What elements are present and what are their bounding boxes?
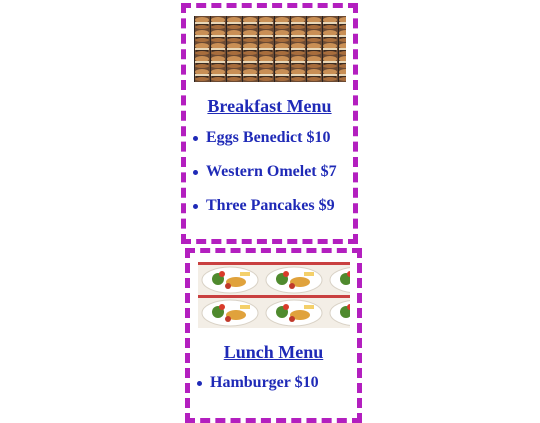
bullet-icon: [193, 136, 198, 141]
breakfast-photo: [194, 16, 346, 82]
bullet-icon: [197, 381, 202, 386]
breakfast-menu-title[interactable]: Breakfast Menu: [207, 96, 332, 116]
lunch-menu-card: [185, 248, 362, 423]
menu-item-label: Hamburger $10: [210, 374, 319, 391]
lunch-photo: [198, 262, 350, 328]
lunch-menu-title[interactable]: Lunch Menu: [223, 342, 324, 362]
menu-item: [186, 163, 337, 197]
menu-item-label: Eggs Benedict $10: [206, 129, 331, 146]
breakfast-menu-list: [186, 129, 337, 231]
bullet-icon: [193, 170, 198, 175]
lunch-menu-list: [190, 374, 319, 408]
bullet-icon: [193, 204, 198, 209]
menu-item-label: Western Omelet $7: [206, 163, 337, 180]
menu-item: [186, 129, 337, 163]
breakfast-menu-card: [181, 3, 358, 244]
menu-item: [190, 374, 319, 408]
menu-item-label: Three Pancakes $9: [206, 197, 335, 214]
menu-item: [186, 197, 337, 231]
